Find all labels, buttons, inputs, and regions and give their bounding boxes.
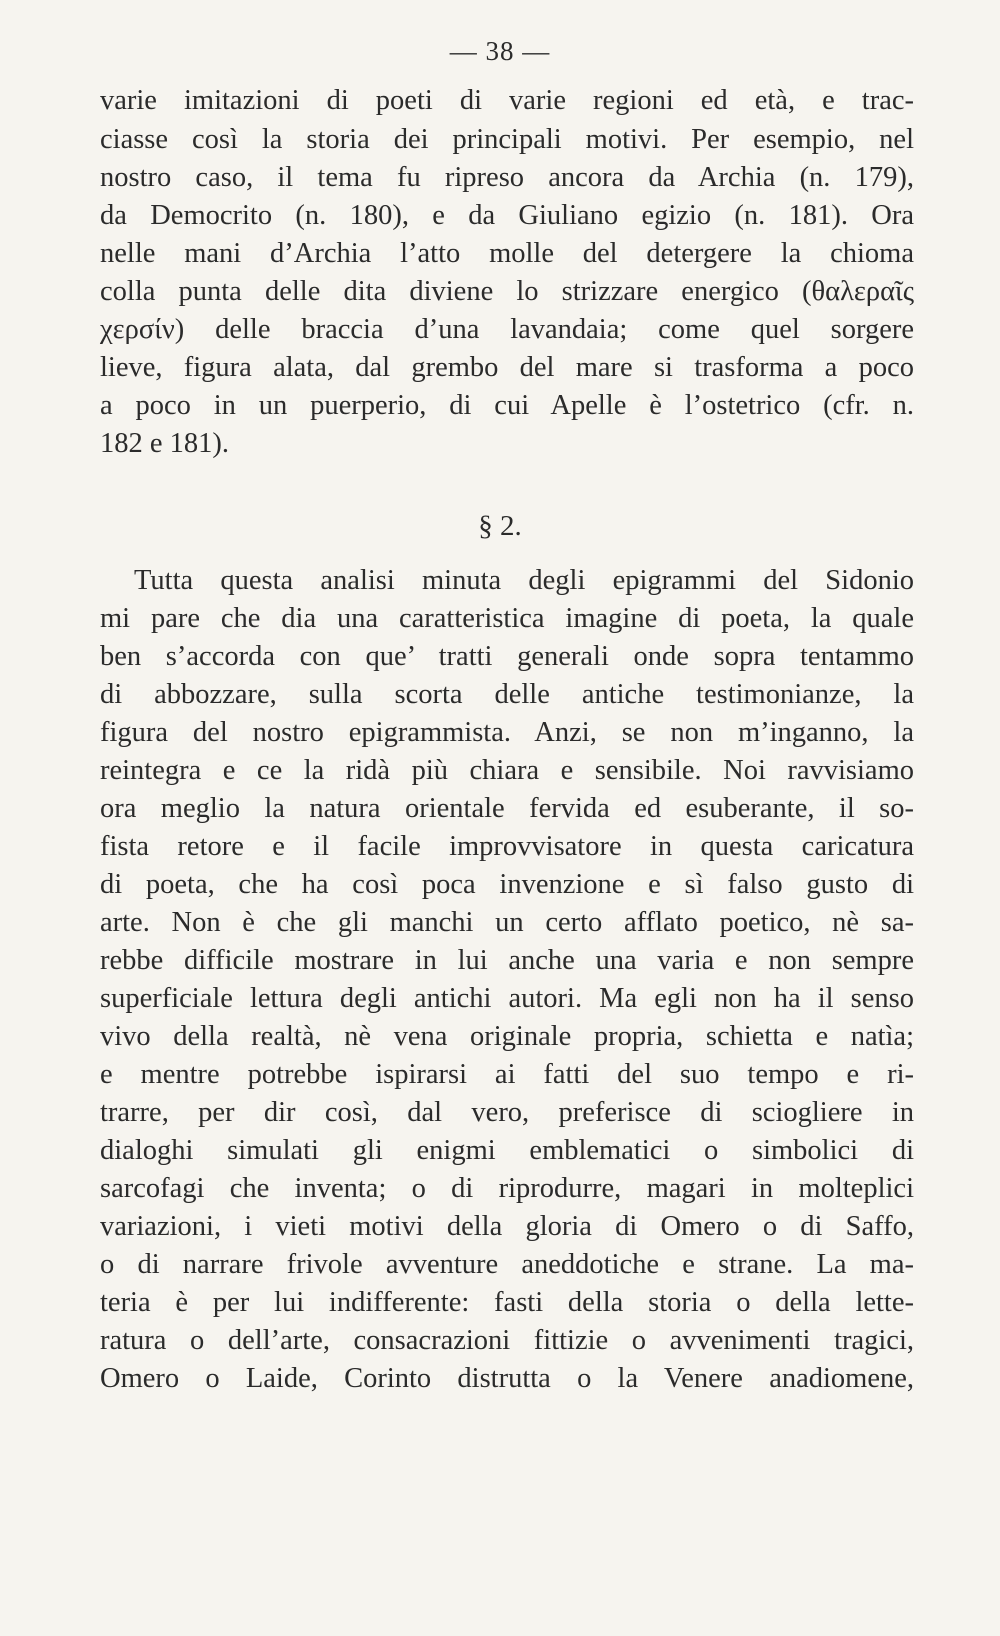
text-line: colla punta delle dita diviene lo strizzare energico (θαλεραῖς [100, 276, 914, 307]
text-line: a poco in un puerperio, di cui Apelle è l’ostetrico (cfr. n. [100, 390, 914, 421]
text-line: ben s’accorda con que’ tratti generali onde sopra tentammo [100, 641, 914, 672]
text-line: o di narrare frivole avventure aneddotiche e strane. La ma- [100, 1249, 914, 1280]
text-line: sarcofagi che inventa; o di riprodurre, magari in molteplici [100, 1173, 914, 1204]
text-line: variazioni, i vieti motivi della gloria di Omero o di Saffo, [100, 1211, 914, 1242]
text-line: vivo della realtà, nè vena originale propria, schietta e natìa; [100, 1021, 914, 1052]
text-line: ora meglio la natura orientale fervida ed esuberante, il so- [100, 793, 914, 824]
text-line: da Democrito (n. 180), e da Giuliano egizio (n. 181). Ora [100, 200, 914, 231]
text-line: figura del nostro epigrammista. Anzi, se non m’inganno, la [100, 717, 914, 748]
text-line: trarre, per dir così, dal vero, preferisce di sciogliere in [100, 1097, 914, 1128]
text-line: Omero o Laide, Corinto distrutta o la Venere anadiomene, [100, 1363, 914, 1394]
section-heading: § 2. [478, 510, 522, 542]
text-line: di poeta, che ha così poca invenzione e sì falso gusto di [100, 869, 914, 900]
text-line: teria è per lui indifferente: fasti della storia o della lette- [100, 1287, 914, 1318]
text-line: e mentre potrebbe ispirarsi ai fatti del suo tempo e ri- [100, 1059, 914, 1090]
text-line: dialoghi simulati gli enigmi emblematici o simbolici di [100, 1135, 914, 1166]
text-line: varie imitazioni di poeti di varie regioni ed età, e trac- [100, 85, 914, 116]
text-line: Tutta questa analisi minuta degli epigrammi del Sidonio [134, 565, 914, 596]
text-line: 182 e 181). [100, 428, 230, 459]
text-line: mi pare che dia una caratteristica imagine di poeta, la quale [100, 603, 914, 634]
text-line: χερσίν) delle braccia d’una lavandaia; come quel sorgere [100, 314, 914, 345]
text-line: superficiale lettura degli antichi autori. Ma egli non ha il senso [100, 983, 914, 1014]
text-line: nelle mani d’Archia l’atto molle del detergere la chioma [100, 238, 914, 269]
text-line: nostro caso, il tema fu ripreso ancora da Archia (n. 179), [100, 162, 914, 193]
text-line: rebbe difficile mostrare in lui anche una varia e non sempre [100, 945, 914, 976]
text-line: fista retore e il facile improvvisatore in questa caricatura [100, 831, 914, 862]
text-line: lieve, figura alata, dal grembo del mare si trasforma a poco [100, 352, 914, 383]
text-line: reintegra e ce la ridà più chiara e sensibile. Noi ravvisiamo [100, 755, 914, 786]
text-line: ciasse così la storia dei principali motivi. Per esempio, nel [100, 124, 914, 155]
text-line: ratura o dell’arte, consacrazioni fittizie o avvenimenti tragici, [100, 1325, 914, 1356]
text-line: di abbozzare, sulla scorta delle antiche testimonianze, la [100, 679, 914, 710]
text-line: arte. Non è che gli manchi un certo afflato poetico, nè sa- [100, 907, 914, 938]
page-number: — 38 — [449, 36, 551, 66]
